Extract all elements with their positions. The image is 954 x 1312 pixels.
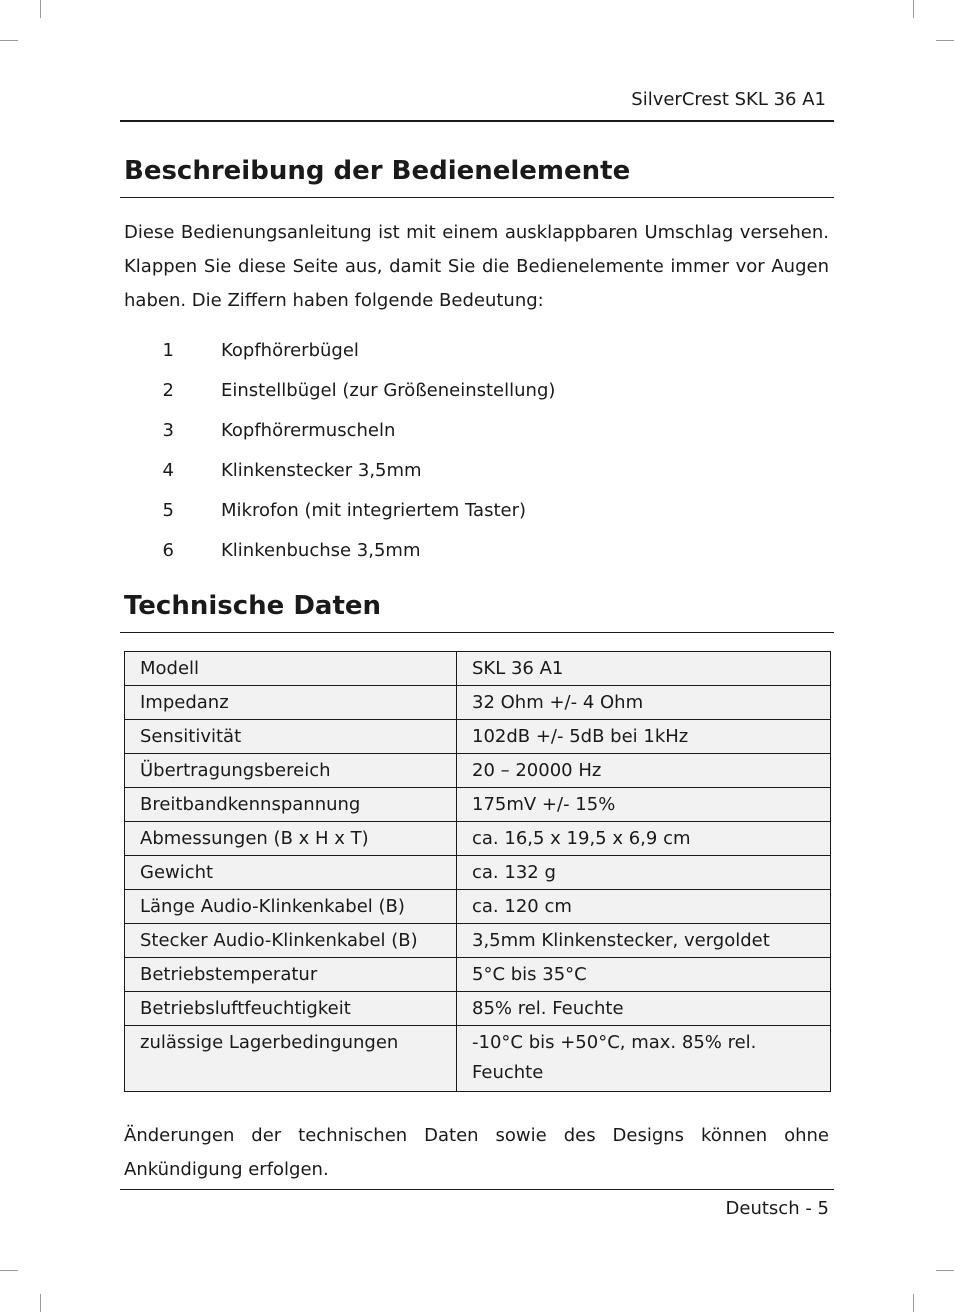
intro-paragraph: Diese Bedienungsanleitung ist mit einem ausklappbaren Umschlag versehen. Klappen Sie diese Seite aus, damit Sie die Bedienelemente immer vor Augen haben. Die Ziffern haben folgende Bedeutung:: [124, 222, 829, 311]
page-number: Deutsch - 5: [725, 1198, 829, 1219]
table-row: [125, 686, 831, 720]
list-item: [124, 530, 555, 570]
list-item-number: 6: [162, 539, 174, 561]
list-item-number: 4: [162, 459, 174, 481]
spec-value: 175mV +/- 15%: [457, 788, 831, 822]
list-item: [124, 370, 555, 410]
list-item-number: 1: [162, 339, 174, 361]
header-rule: [120, 120, 834, 122]
section-title-controls: Beschreibung der Bedienelemente: [124, 156, 631, 186]
crop-mark: [913, 0, 914, 18]
spec-value: ca. 132 g: [457, 856, 831, 890]
list-item: [124, 490, 555, 530]
spec-label: Betriebstemperatur: [125, 958, 457, 992]
list-item-label: Klinkenbuchse 3,5mm: [221, 539, 421, 561]
section-rule: [120, 197, 834, 198]
spec-table: [124, 651, 831, 1092]
crop-mark: [936, 40, 954, 41]
list-item: [124, 450, 555, 490]
table-row: [125, 822, 831, 856]
specs-note: Änderungen der technischen Daten sowie des Designs können ohne Ankündigung erfolgen.: [124, 1125, 829, 1180]
spec-label: Betriebsluftfeuchtigkeit: [125, 992, 457, 1026]
crop-mark: [40, 1294, 41, 1312]
crop-mark: [0, 1270, 18, 1271]
spec-label: Sensitivität: [125, 720, 457, 754]
list-item-label: Klinkenstecker 3,5mm: [221, 459, 422, 481]
spec-label: Impedanz: [125, 686, 457, 720]
list-item-label: Mikrofon (mit integriertem Taster): [221, 499, 526, 521]
list-item-number: 3: [162, 419, 174, 441]
table-row: [125, 856, 831, 890]
table-row: [125, 924, 831, 958]
spec-label: Modell: [125, 652, 457, 686]
table-row: [125, 720, 831, 754]
table-row: [125, 1026, 831, 1092]
spec-value: 32 Ohm +/- 4 Ohm: [457, 686, 831, 720]
table-row: [125, 754, 831, 788]
spec-label: Gewicht: [125, 856, 457, 890]
list-item-label: Kopfhörermuscheln: [221, 419, 396, 441]
spec-value: SKL 36 A1: [457, 652, 831, 686]
spec-label: Übertragungsbereich: [125, 754, 457, 788]
spec-label: Breitbandkennspannung: [125, 788, 457, 822]
list-item-number: 5: [162, 499, 174, 521]
list-item-label: Kopfhörerbügel: [221, 339, 359, 361]
list-item-label: Einstellbügel (zur Größeneinstellung): [221, 379, 556, 401]
list-item: [124, 410, 555, 450]
table-row: [125, 890, 831, 924]
spec-value: ca. 16,5 x 19,5 x 6,9 cm: [457, 822, 831, 856]
spec-label: Abmessungen (B x H x T): [125, 822, 457, 856]
table-row: [125, 958, 831, 992]
spec-label: zulässige Lagerbedingungen: [125, 1026, 457, 1092]
spec-label: Stecker Audio-Klinkenkabel (B): [125, 924, 457, 958]
section-title-specs: Technische Daten: [124, 591, 382, 621]
crop-mark: [936, 1270, 954, 1271]
controls-list: [124, 330, 555, 570]
crop-mark: [40, 0, 41, 18]
spec-value: 102dB +/- 5dB bei 1kHz: [457, 720, 831, 754]
crop-mark: [0, 40, 18, 41]
list-item: [124, 330, 555, 370]
table-row: [125, 788, 831, 822]
spec-value: 20 – 20000 Hz: [457, 754, 831, 788]
footer-rule: [120, 1189, 834, 1190]
table-row: [125, 992, 831, 1026]
section-rule: [120, 632, 834, 633]
list-item-number: 2: [162, 379, 174, 401]
spec-value: ca. 120 cm: [457, 890, 831, 924]
running-header: SilverCrest SKL 36 A1: [631, 89, 826, 110]
spec-value: 3,5mm Klinkenstecker, vergoldet: [457, 924, 831, 958]
spec-value: 5°C bis 35°C: [457, 958, 831, 992]
crop-mark: [913, 1294, 914, 1312]
spec-label: Länge Audio-Klinkenkabel (B): [125, 890, 457, 924]
spec-value: 85% rel. Feuchte: [457, 992, 831, 1026]
table-row: [125, 652, 831, 686]
spec-value: -10°C bis +50°C, max. 85% rel. Feuchte: [457, 1026, 831, 1092]
